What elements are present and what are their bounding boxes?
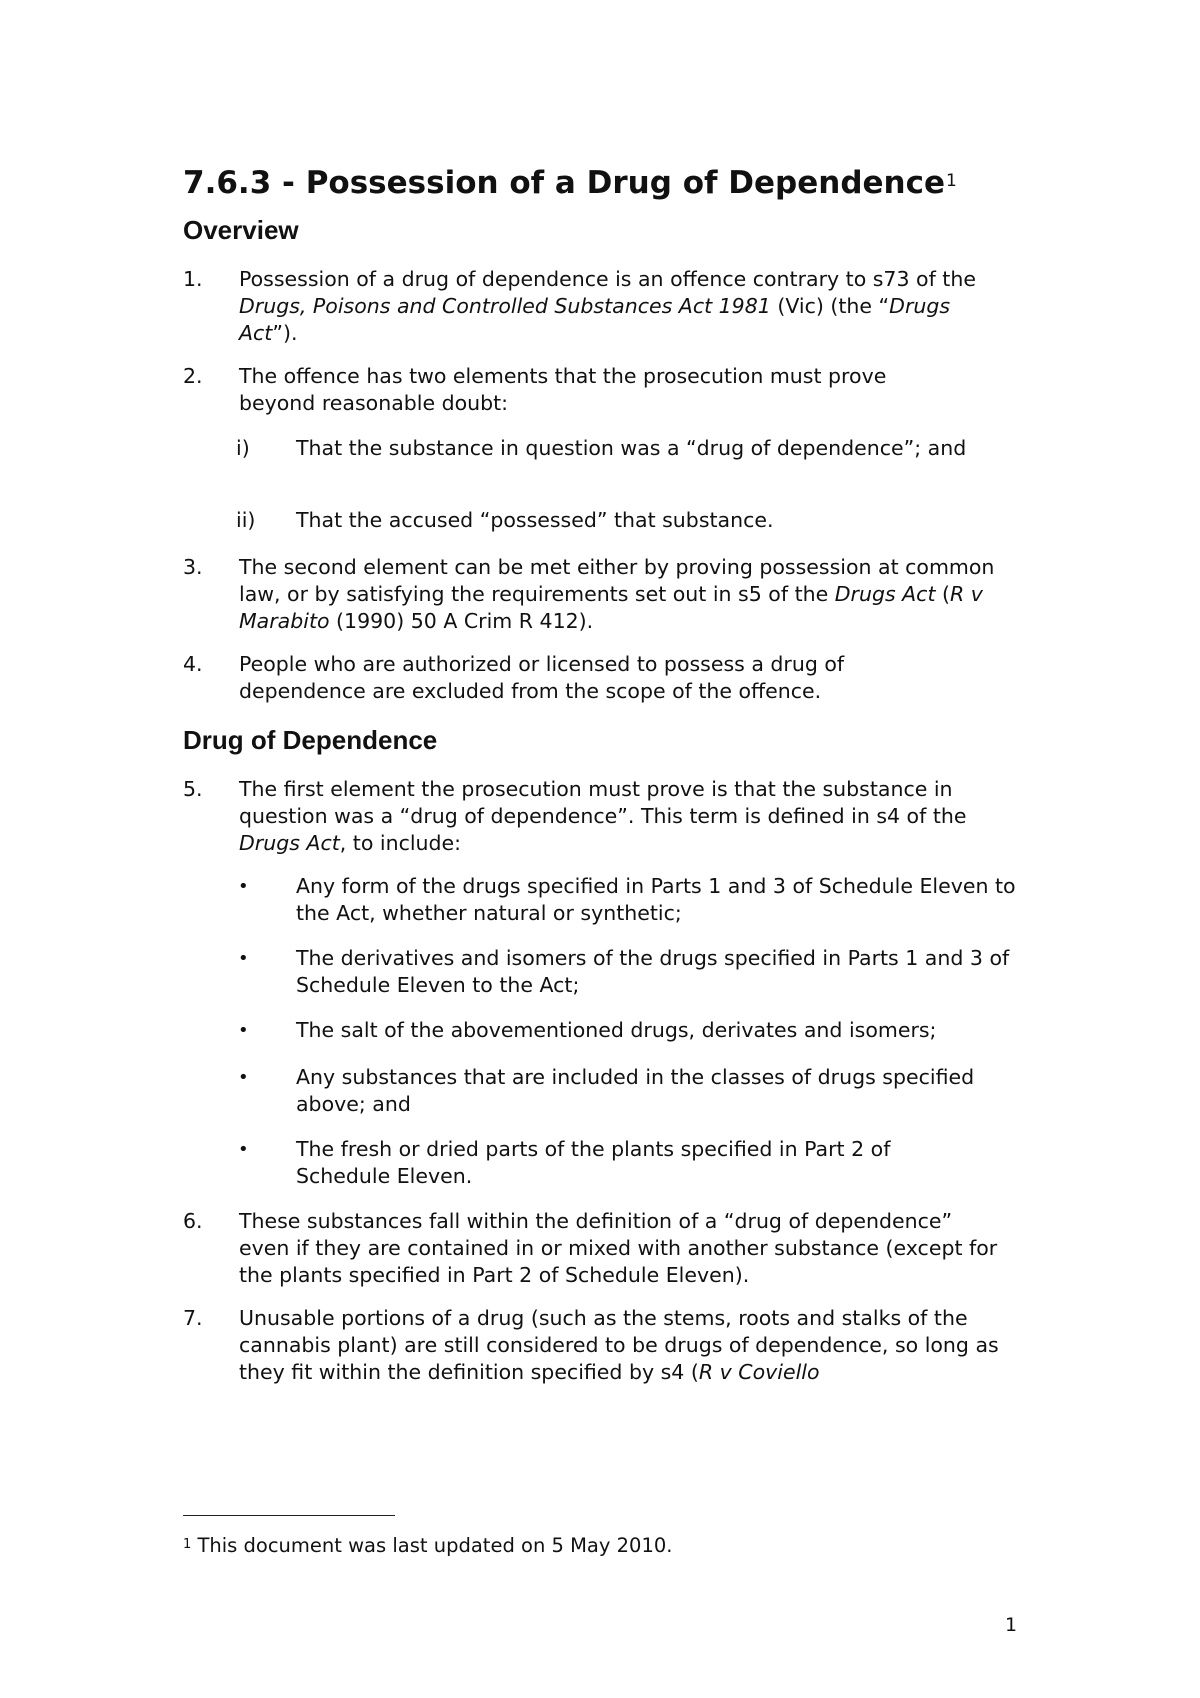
case-name-italic: R v Marabito (239, 582, 983, 633)
sub-item-number: i) (236, 436, 250, 460)
sub-item-i (236, 435, 1036, 462)
paragraph-number: 6. (183, 1209, 203, 1233)
bullet-icon: • (238, 1139, 249, 1160)
footnote-separator (183, 1515, 395, 1516)
paragraph-5 (183, 776, 1043, 857)
paragraph-6 (183, 1208, 1043, 1289)
bullet-icon: • (238, 948, 249, 969)
text-run: Possession of a drug of dependence is an offence contrary to s73 of the (239, 267, 976, 291)
paragraph-text (239, 554, 1009, 635)
footnote (183, 1533, 672, 1559)
paragraph-3 (183, 554, 1043, 635)
title-text: 7.6.3 - Possession of a Drug of Dependence (183, 165, 946, 201)
paragraph-number: 3. (183, 555, 203, 579)
paragraph-text (239, 776, 1029, 857)
text-run: ”). (272, 321, 298, 345)
bullet-icon: • (238, 1067, 249, 1088)
act-title-italic: Drugs, Poisons and Controlled Substances Act 1981 (239, 294, 771, 318)
bullet-text: Any form of the drugs specified in Parts 1 and 3 of Schedule Eleven to the Act, whether natural or synthetic; (296, 874, 1016, 925)
paragraph-number: 5. (183, 777, 203, 801)
text-run: Unusable portions of a drug (such as the stems, roots and stalks of the cannabis plant) are still considered to be drugs of dependence, so long as they fit within the definition specified by s4 ( (239, 1306, 999, 1384)
heading-overview: Overview (183, 215, 299, 245)
sub-item-number: ii) (236, 508, 256, 532)
sub-item-text: That the substance in question was a “drug of dependence”; and (296, 436, 967, 460)
text-run: The first element the prosecution must prove is that the substance in question was a “drug of dependence”. This term is defined in s4 of the (239, 777, 967, 828)
paragraph-text: These substances fall within the definition of a “drug of dependence” even if they are contained in or mixed with another substance (except for the plants specified in Part 2 of Schedule Eleven). (239, 1209, 998, 1287)
case-name-italic: R v Coviello (698, 1360, 820, 1384)
title-footnote-mark: 1 (946, 171, 957, 191)
paragraph-7 (183, 1305, 1043, 1386)
bullet-item (236, 1136, 1036, 1190)
bullet-item (236, 1064, 1036, 1118)
short-title-italic: Drugs Act (834, 582, 936, 606)
footnote-text: This document was last updated on 5 May 2010. (191, 1534, 673, 1557)
sub-item-ii (236, 507, 1036, 534)
paragraph-text: People who are authorized or licensed to possess a drug of dependence are excluded from the scope of the offence. (239, 652, 845, 703)
paragraph-number: 1. (183, 267, 203, 291)
text-run: (1990) 50 A Crim R 412). (329, 609, 594, 633)
sub-item-text: That the accused “possessed” that substance. (296, 508, 774, 532)
paragraph-number: 7. (183, 1306, 203, 1330)
paragraph-4 (183, 651, 1043, 705)
text-run: (Vic) (the “ (770, 294, 890, 318)
bullet-text: The fresh or dried parts of the plants specified in Part 2 of Schedule Eleven. (296, 1137, 891, 1188)
text-run: The second element can be met either by proving possession at common law, or by satisfying the requirements set out in s5 of the (239, 555, 995, 606)
short-title-italic: Drugs Act (239, 294, 951, 345)
paragraph-text (239, 1305, 1044, 1386)
bullet-item (236, 945, 1036, 999)
paragraph-text: The offence has two elements that the prosecution must prove beyond reasonable doubt: (239, 364, 887, 415)
bullet-icon: • (238, 1020, 249, 1041)
paragraph-2 (183, 363, 1043, 417)
paragraph-number: 2. (183, 364, 203, 388)
bullet-text: The salt of the abovementioned drugs, derivates and isomers; (296, 1018, 937, 1042)
bullet-item (236, 873, 1036, 927)
paragraph-text (239, 266, 999, 347)
page-title (183, 163, 957, 203)
heading-drug-of-dependence: Drug of Dependence (183, 725, 438, 755)
text-run: , to include: (339, 831, 462, 855)
text-run: ( (935, 582, 950, 606)
bullet-icon: • (238, 876, 249, 897)
footnote-mark: 1 (183, 1537, 192, 1552)
page-number: 1 (1005, 1614, 1018, 1636)
short-title-italic: Drugs Act (239, 831, 340, 855)
paragraph-1 (183, 266, 1043, 347)
bullet-text: Any substances that are included in the classes of drugs specified above; and (296, 1065, 975, 1116)
bullet-text: The derivatives and isomers of the drugs specified in Parts 1 and 3 of Schedule Eleven to the Act; (296, 946, 1010, 997)
paragraph-number: 4. (183, 652, 203, 676)
bullet-item (236, 1017, 1036, 1044)
